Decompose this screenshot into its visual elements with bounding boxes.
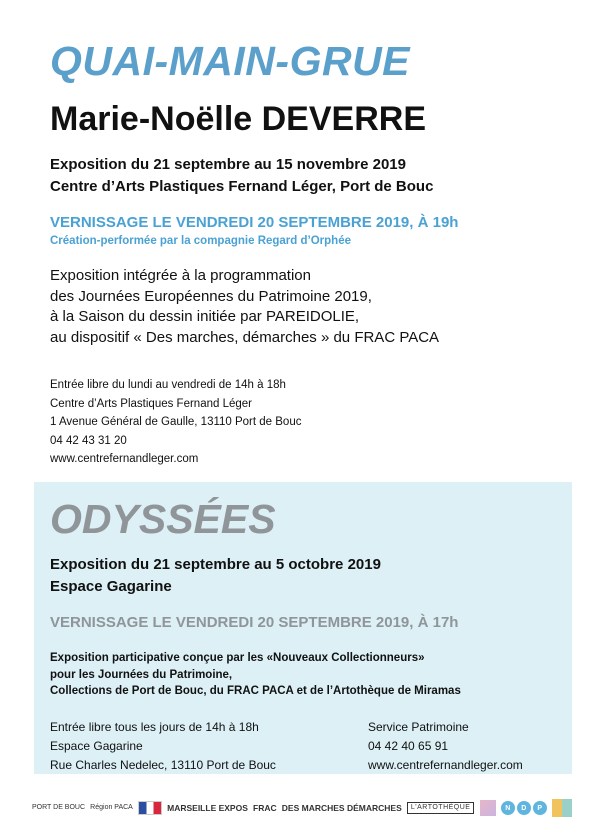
quai-program bbox=[50, 266, 439, 348]
flag-icon bbox=[138, 801, 162, 815]
service-phone: 04 42 40 65 91 bbox=[368, 739, 449, 753]
odyssees-hours: Entrée libre tous les jours de 14h à 18h bbox=[50, 720, 259, 734]
odyssees-title: ODYSSÉES bbox=[50, 496, 276, 542]
ndp-letter: D bbox=[517, 801, 531, 815]
odyssees-info-left bbox=[50, 718, 276, 775]
logo-artotheque: L'ARTOTHÈQUE bbox=[407, 802, 475, 814]
quai-phone: 04 42 43 31 20 bbox=[50, 434, 127, 447]
quai-venue: Centre d’Arts Plastiques Fernand Léger, Port de Bouc bbox=[50, 178, 434, 195]
odyssees-exhibition-block bbox=[50, 554, 381, 598]
quai-program-line: des Journées Européennes du Patrimoine 2019, bbox=[50, 287, 372, 305]
quai-performance: Création-performée par la compagnie Regard d’Orphée bbox=[50, 235, 351, 247]
quai-dates: Exposition du 21 septembre au 15 novembre 2019 bbox=[50, 156, 406, 173]
quai-exhibition-block bbox=[50, 154, 433, 198]
ndp-letter: N bbox=[501, 801, 515, 815]
odyssees-vernissage: VERNISSAGE LE VENDREDI 20 SEPTEMBRE 2019, À 17h bbox=[50, 614, 459, 631]
quai-website-link[interactable]: www.centrefernandleger.com bbox=[50, 453, 199, 465]
service-website-link[interactable]: www.centrefernandleger.com bbox=[368, 758, 523, 772]
odyssees-dates: Exposition du 21 septembre au 5 octobre 2019 bbox=[50, 556, 381, 573]
logo-marseille-expos: MARSEILLE EXPOS bbox=[167, 803, 248, 813]
logo-ndp bbox=[501, 801, 547, 815]
square-logo-icon bbox=[480, 800, 496, 816]
quai-hours: Entrée libre du lundi au vendredi de 14h à 18h bbox=[50, 379, 286, 391]
quai-program-line: au dispositif « Des marches, démarches » du FRAC PACA bbox=[50, 328, 440, 346]
odyssees-program-line: Collections de Port de Bouc, du FRAC PACA et de l’Artothèque de Miramas bbox=[50, 685, 461, 697]
quai-vernissage: VERNISSAGE LE VENDREDI 20 SEPTEMBRE 2019, À 19h bbox=[50, 214, 459, 231]
odyssees-address: Rue Charles Nedelec, 13110 Port de Bouc bbox=[50, 758, 276, 772]
quai-info bbox=[50, 376, 301, 469]
logo-region: Région PACA bbox=[90, 804, 133, 811]
quai-venue-name: Centre d’Arts Plastiques Fernand Léger bbox=[50, 397, 252, 410]
logo-frac: FRAC bbox=[253, 803, 277, 813]
cubes-logo-icon bbox=[552, 799, 572, 817]
quai-address: 1 Avenue Général de Gaulle, 13110 Port de Bouc bbox=[50, 416, 302, 428]
partner-logos bbox=[32, 790, 572, 826]
odyssees-program-line: pour les Journées du Patrimoine, bbox=[50, 668, 233, 681]
odyssees-venue-name: Espace Gagarine bbox=[50, 739, 143, 753]
odyssees-program-line: Exposition participative conçue par les «Nouveaux Collectionneurs» bbox=[50, 652, 425, 664]
artist-name: Marie-Noëlle DEVERRE bbox=[50, 100, 426, 138]
ndp-letter: P bbox=[533, 801, 547, 815]
odyssees-info-right bbox=[368, 718, 523, 775]
quai-title: QUAI-MAIN-GRUE bbox=[50, 38, 411, 84]
logo-port-de-bouc: PORT DE BOUC bbox=[32, 804, 86, 811]
odyssees-program bbox=[50, 650, 461, 700]
quai-program-line: Exposition intégrée à la programmation bbox=[50, 267, 311, 284]
quai-program-line: à la Saison du dessin initiée par PAREIDOLIE, bbox=[50, 308, 360, 325]
odyssees-venue: Espace Gagarine bbox=[50, 578, 172, 595]
logo-des-marches: DES MARCHES DÉMARCHES bbox=[281, 803, 402, 813]
service-name: Service Patrimoine bbox=[368, 720, 469, 734]
